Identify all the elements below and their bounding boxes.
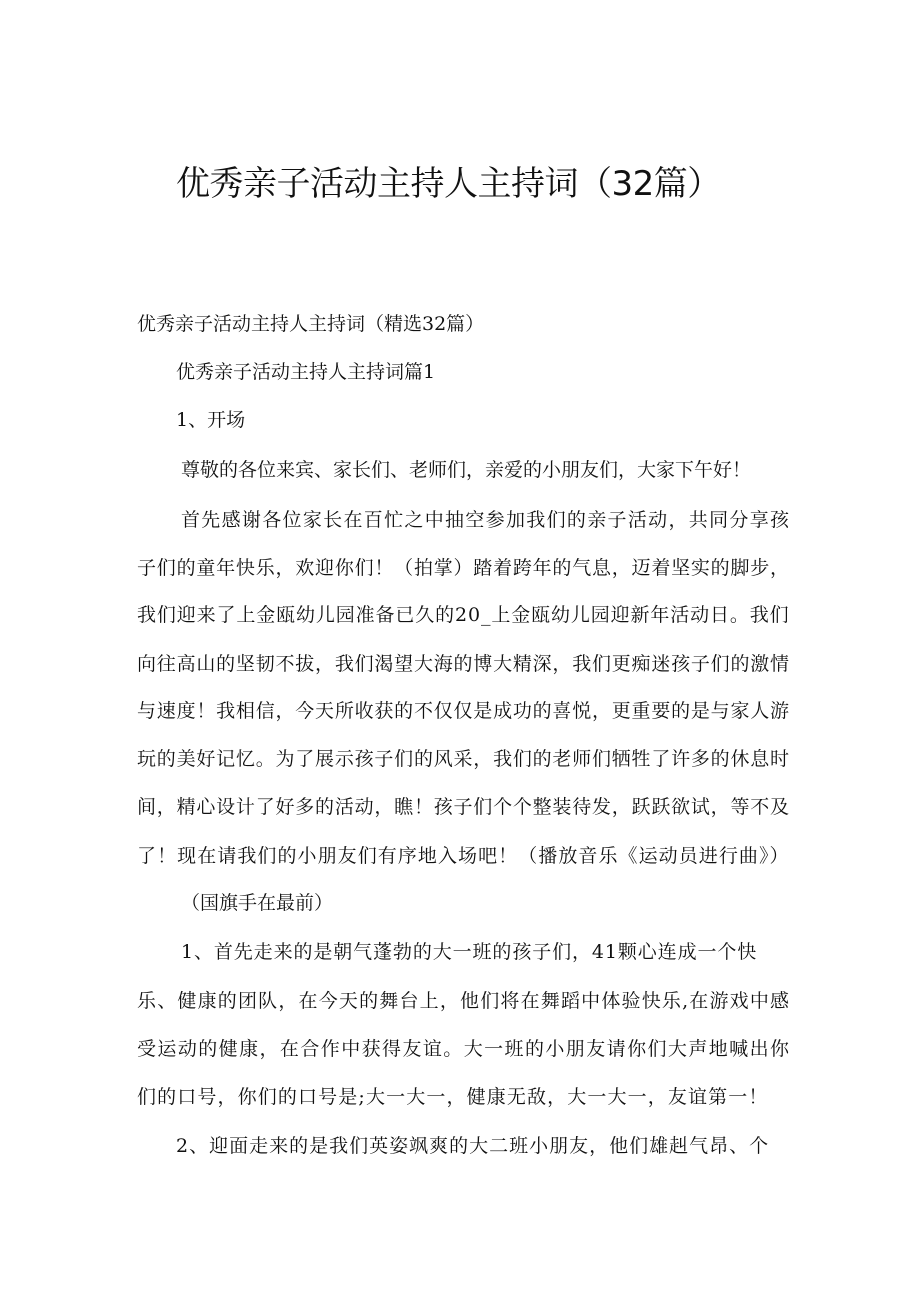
paragraph-line: 受运动的健康，在合作中获得友谊。大一班的小朋友请你们大声地喊出你 (137, 1038, 791, 1060)
paragraph-line: 向往高山的坚韧不拔，我们渴望大海的博大精深，我们更痴迷孩子们的激情 (137, 653, 790, 675)
paragraph-line: 与速度！我相信，今天所收获的不仅仅是成功的喜悦，更重要的是与家人游 (137, 700, 790, 722)
paragraph-line: 间，精心设计了好多的活动，瞧！孩子们个个整装待发，跃跃欲试，等不及 (137, 796, 790, 818)
item-opening: 1、开场 (176, 409, 246, 431)
paragraph-line: 首先感谢各位家长在百忙之中抽空参加我们的亲子活动，共同分享孩 (181, 509, 791, 531)
document-title: 优秀亲子活动主持人主持词（32篇） (176, 164, 721, 204)
document-subtitle: 优秀亲子活动主持人主持词（精选32篇） (137, 313, 485, 335)
section-heading: 优秀亲子活动主持人主持词篇1 (176, 361, 436, 383)
paragraph-line: 子们的童年快乐，欢迎你们！（拍掌）踏着跨年的气息，迈着坚实的脚步， (137, 557, 790, 579)
paragraph-line: 乐、健康的团队，在今天的舞台上，他们将在舞蹈中体验快乐,在游戏中感 (137, 990, 791, 1012)
paragraph-line: 1、首先走来的是朝气蓬勃的大一班的孩子们，41颗心连成一个快 (181, 941, 758, 963)
paragraph-line: 2、迎面走来的是我们英姿飒爽的大二班小朋友，他们雄赳气昂、个 (176, 1135, 770, 1157)
paragraph-line: 们的口号，你们的口号是;大一大一，健康无敌，大一大一，友谊第一！ (137, 1086, 769, 1108)
paragraph-line: 玩的美好记忆。为了展示孩子们的风采，我们的老师们牺牲了许多的休息时 (137, 748, 790, 770)
paragraph-line: 我们迎来了上金瓯幼儿园准备已久的20_上金瓯幼儿园迎新年活动日。我们 (137, 604, 790, 626)
paragraph-line: 了！现在请我们的小朋友们有序地入场吧！（播放音乐《运动员进行曲》） (137, 845, 790, 867)
flag-note: （国旗手在最前） (181, 892, 334, 914)
greeting-line: 尊敬的各位来宾、家长们、老师们，亲爱的小朋友们，大家下午好！ (181, 459, 752, 481)
